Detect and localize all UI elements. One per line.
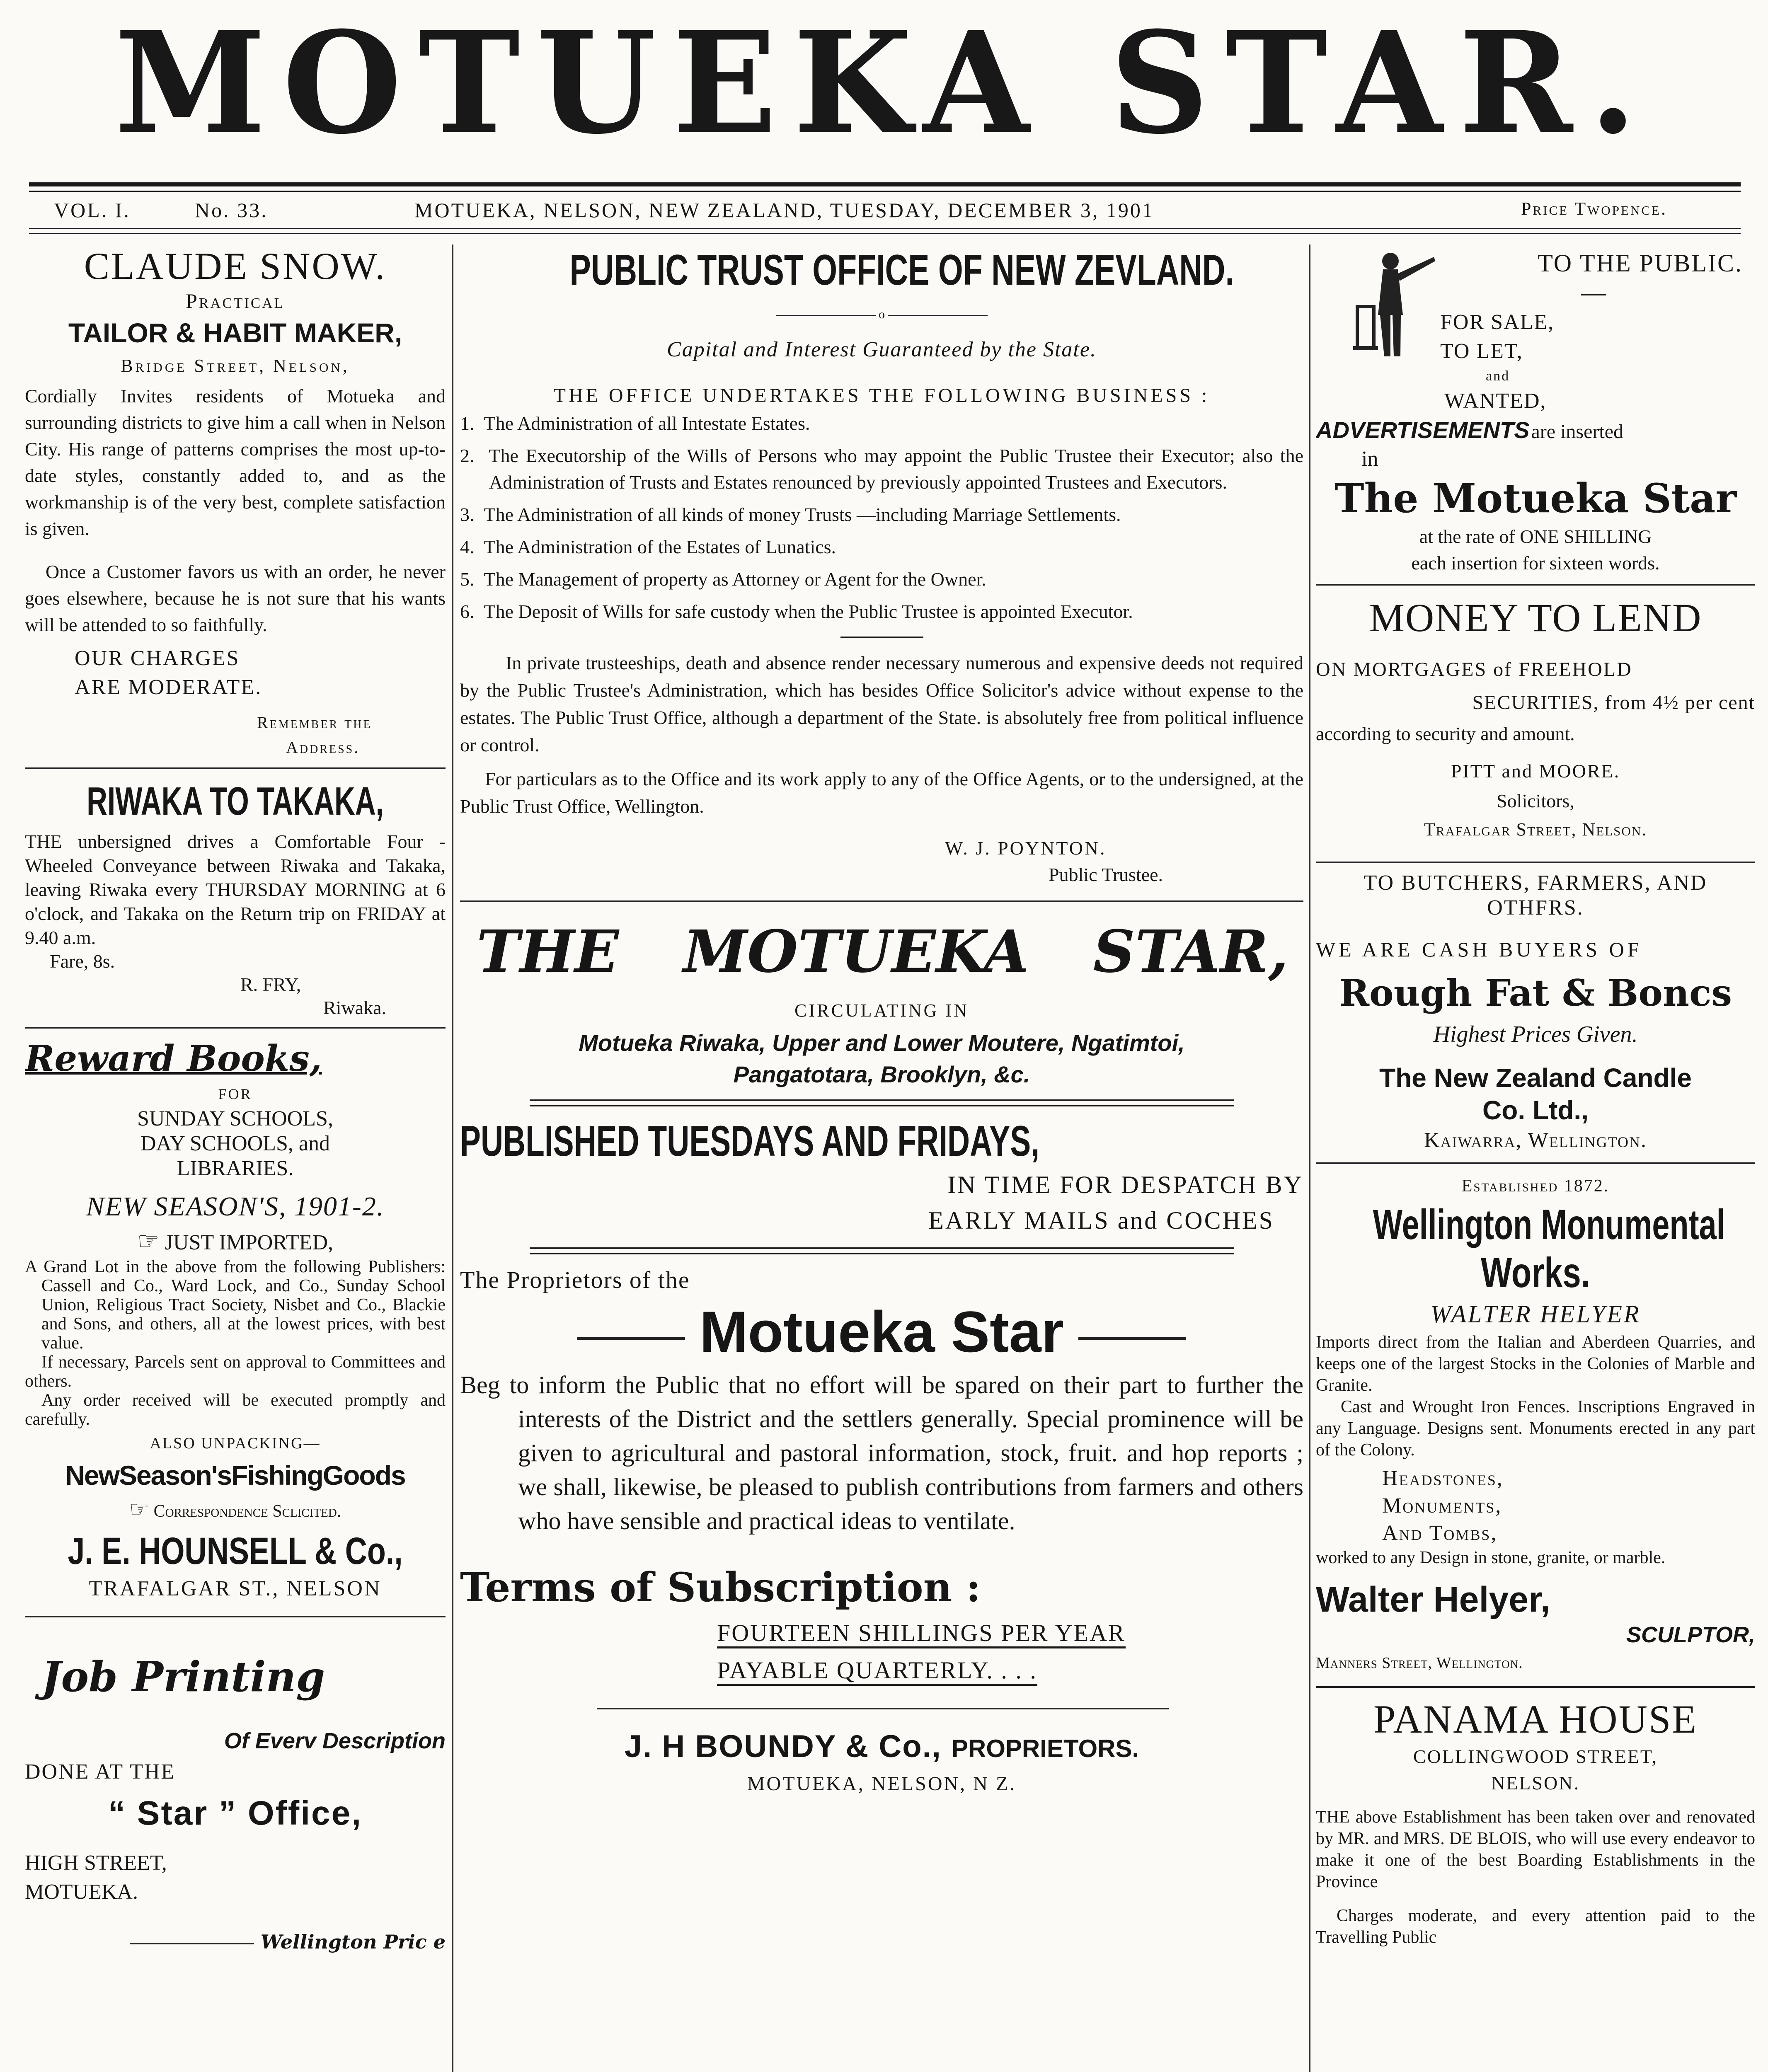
ad-title: TO THE PUBLIC. [1538, 249, 1743, 277]
price: Price Twopence. [1521, 198, 1667, 219]
column-rule-2 [1309, 244, 1310, 2072]
town-crier-icon [1345, 244, 1436, 365]
ad-title: PUBLIC TRUST OFFICE OF NEW ZEVLAND. [569, 246, 1234, 294]
pointing-hand-icon: ☞ [129, 1497, 150, 1522]
proprietors-name: J. H BOUNDY & Co., [624, 1729, 942, 1764]
star-name: Motueka Star [699, 1299, 1064, 1364]
issue-number: No. 33. [195, 198, 268, 222]
place-date: MOTUEKA, NELSON, NEW ZEALAND, TUESDAY, DECEMBER 3, 1901 [414, 198, 1154, 222]
ad-reward-books: Reward Books, FOR SUNDAY SCHOOLS, DAY SCHOOLS, and LIBRARIES. NEW SEASON'S, 1901-2. ☞ JUST IMPORTED, A Grand Lot in the above from the following Publishers: Cassell and Co., Ward Lock, and Co., Sunday School Union, Religious Tract Society, Nisbet and Co., Blackie and Sons, and others, all at the lowest prices, with best value. If necessary, Parcels sent on approval to Committees and others. Any order received will be executed promptly and carefully. ALSO UNPACKING— NewSeason'sFishingGoods ☞ Correspondence Sclicited. J. E. HOUNSELL & Co., TRAFALGAR ST., NELSON [25, 1036, 446, 1603]
ad-public-trust: PUBLIC TRUST OFFICE OF NEW ZEVLAND. o Capital and Interest Guaranteed by the State. THE OFFICE UNDERTAKES THE FOLLOWING BUSINESS : 1. The Administration of all Intestate Estates. 2. The Executorship of the Wills of Persons who may appoint the Public Trustee their Executor; also the Administration of Trusts and Estates renounced by previously appointed Trustees and Executors. 3. The Administration of all kinds of money Trusts —including Marriage Settlements. 4. The Administration of the Estates of Lunatics. 5. The Management of property as Attorney or Agent for the Owner. 6. The Deposit of Wills for safe custody when the Public Trustee is appointed Executor. In private trusteeships, death and absence render necessary numerous and expensive deeds not required by the Public Trustee's Administration, which has besides Office Solicitor's advice without expense to the estates. The Public Trust Office, although a department of the State. is absolutely free from political influence or control. For particulars as to the Office and its work apply to any of the Office Agents, or to the undersigned, at the Public Trust Office, Wellington. W. J. POYNTON. Public Trustee. [460, 244, 1303, 888]
ad-money-to-lend: MONEY TO LEND ON MORTGAGES of FREEHOLD SECURITIES, from 4½ per cent according to security and amount. PITT and MOORE. Solicitors, Trafalgar Street, Nelson. [1316, 593, 1755, 845]
business-list [460, 410, 1303, 625]
publication-schedule: PUBLISHED TUESDAYS AND FRIDAYS, [460, 1117, 1040, 1165]
column-center [460, 244, 1303, 2072]
flourish-left [577, 1337, 685, 1340]
list-item: 1. The Administration of all Intestate Estates. [460, 413, 810, 434]
ad-motueka-star: THE MOTUEKA STAR, CIRCULATING IN Motueka Riwaka, Upper and Lower Moutere, Ngatimtoi, Pangatotara, Brooklyn, &c. PUBLISHED TUESDAYS AND FRIDAYS, IN TIME FOR DESPATCH BY EARLY MAILS and COCHES The Proprietors of the Motueka Star Beg to inform the Public that no effort will be spared on their part to further the interests of the District and the settlers generally. Special prominence will be given to agricultural and pastoral information, stock, fruit. and hop reports ; we shall, likewise, be pleased to publish contributions from farmers and others who have sensible and practical ideas to ventilate. Terms of Subscription : FOURTEEN SHILLINGS PER YEAR PAYABLE QUARTERLY. . . . J. H BOUNDY & Co., PROPRIETORS. MOTUEKA, NELSON, N Z. [460, 910, 1303, 1798]
newspaper-title: MOTUEKA STAR. [114, 1, 1654, 165]
sculptor-name: Walter Helyer, [1316, 1580, 1550, 1619]
dateline [29, 198, 1741, 227]
terms-heading: Terms of Subscription : [460, 1564, 981, 1611]
section-divider [840, 637, 923, 638]
masthead-rule-thin [29, 191, 1741, 192]
list-item: 6. The Deposit of Wills for safe custody when the Public Trustee is appointed Executor. [460, 601, 1133, 622]
rough-fat-heading: Rough Fat & Boncs [1339, 971, 1732, 1014]
volume: VOL. I. [54, 198, 131, 222]
column-right [1316, 244, 1755, 2072]
list-item: 3. The Administration of all kinds of money Trusts —including Marriage Settlements. [460, 504, 1121, 525]
dateline-rule [29, 228, 1741, 229]
list-item: 5. The Management of property as Attorney or Agent for the Owner. [460, 569, 986, 590]
flourish-right [1078, 1337, 1186, 1340]
ad-panama-house: PANAMA HOUSE COLLINGWOOD STREET, NELSON. THE above Establishment has been taken over and renovated by MR. and MRS. DE BLOIS, who will use every endeavor to make it one of the best Boarding Establishments in the Province Charges moderate, and every attention paid to the Travelling Public [1316, 1695, 1755, 1948]
ad-title: Job Printing [41, 1652, 325, 1701]
flourish-line [130, 1943, 254, 1944]
list-item: 4. The Administration of the Estates of Lunatics. [460, 536, 836, 557]
ad-butchers: TO BUTCHERS, FARMERS, AND OTHFRS. WE ARE CASH BUYERS OF Rough Fat & Boncs Highest Prices Given. The New Zealand Candle Co. Ltd., Kaiwarra, Wellington. [1316, 871, 1755, 1155]
column-left [25, 244, 446, 2072]
masthead-rule [29, 182, 1741, 186]
star-name-small: The Motueka Star [1334, 475, 1737, 522]
ad-claude-snow: CLAUDE SNOW. Practical TAILOR & HABIT MAKER, Bridge Street, Nelson, Cordially Invites residents of Motueka and surrounding districts to give him a call when in Nelson City. His range of patterns comprises the most up-to-date styles, constantly added to, and as the workmanship is of the very best, complete satisfaction is given. Once a Customer favors us with an order, he never goes elsewhere, because he is not sure that his wants will be attended to so faithfully. OUR CHARGES ARE MODERATE. Remember the Address. [25, 245, 446, 757]
ad-to-the-public: TO THE PUBLIC. FOR SALE, TO LET, and WANTED, ADVERTISEMENTS are inserted in The Motueka Star at the rate of ONE SHILLING each insertion for sixteen words. [1316, 244, 1755, 576]
column-rule-1 [452, 244, 453, 2072]
ad-riwaka-takaka: RIWAKA TO TAKAKA, THE unbersigned drives a Comfortable Four - Wheeled Conveyance between Riwaka and Takaka, leaving Riwaka every THURSDAY MORNING at 6 o'clock, and Takaka on the Return trip on FRIDAY at 9.40 a.m. Fare, 8s. R. FRY, Riwaka. [25, 777, 446, 1019]
list-item: 2. The Executorship of the Wills of Persons who may appoint the Public Trustee their Executor; also the Administration of Trusts and Estates renounced by previously appointed Trustees and Executors. [460, 445, 1303, 493]
masthead [0, 0, 1768, 178]
ad-title: Wellington Monumental [1373, 1201, 1725, 1248]
ad-job-printing: Job Printing Of Everv Description DONE AT THE “ Star ” Office, HIGH STREET, MOTUEKA. Wellington Pric e [25, 1625, 446, 1961]
footer-text: Wellington Pric e [260, 1931, 446, 1953]
ad-title: CLAUDE SNOW. [84, 245, 387, 287]
ad-monumental-works: Established 1872. Wellington Monumental Works. WALTER HELYER Imports direct from the Italian and Aberdeen Quarries, and keeps one of the largest Stocks in the Colonies of Marble and Granite. Cast and Wrought Iron Fences. Inscriptions Engraved in any Language. Designs sent. Monuments erected in any part of the Colony. Headstones, Monuments, And Tombs, worked to any Design in stone, granite, or marble. Walter Helyer, SCULPTOR, Manners Street, Wellington. [1316, 1176, 1755, 1672]
pointing-hand-icon: ☞ [137, 1227, 160, 1255]
ad-title: PANAMA HOUSE [1373, 1697, 1698, 1741]
ad-title: RIWAKA TO TAKAKA, [87, 779, 384, 823]
star-heading: THE MOTUEKA STAR, [477, 918, 1289, 986]
ad-title: Reward Books, [25, 1038, 322, 1080]
dateline-rule-2 [29, 233, 1741, 234]
ad-title: MONEY TO LEND [1369, 595, 1702, 640]
